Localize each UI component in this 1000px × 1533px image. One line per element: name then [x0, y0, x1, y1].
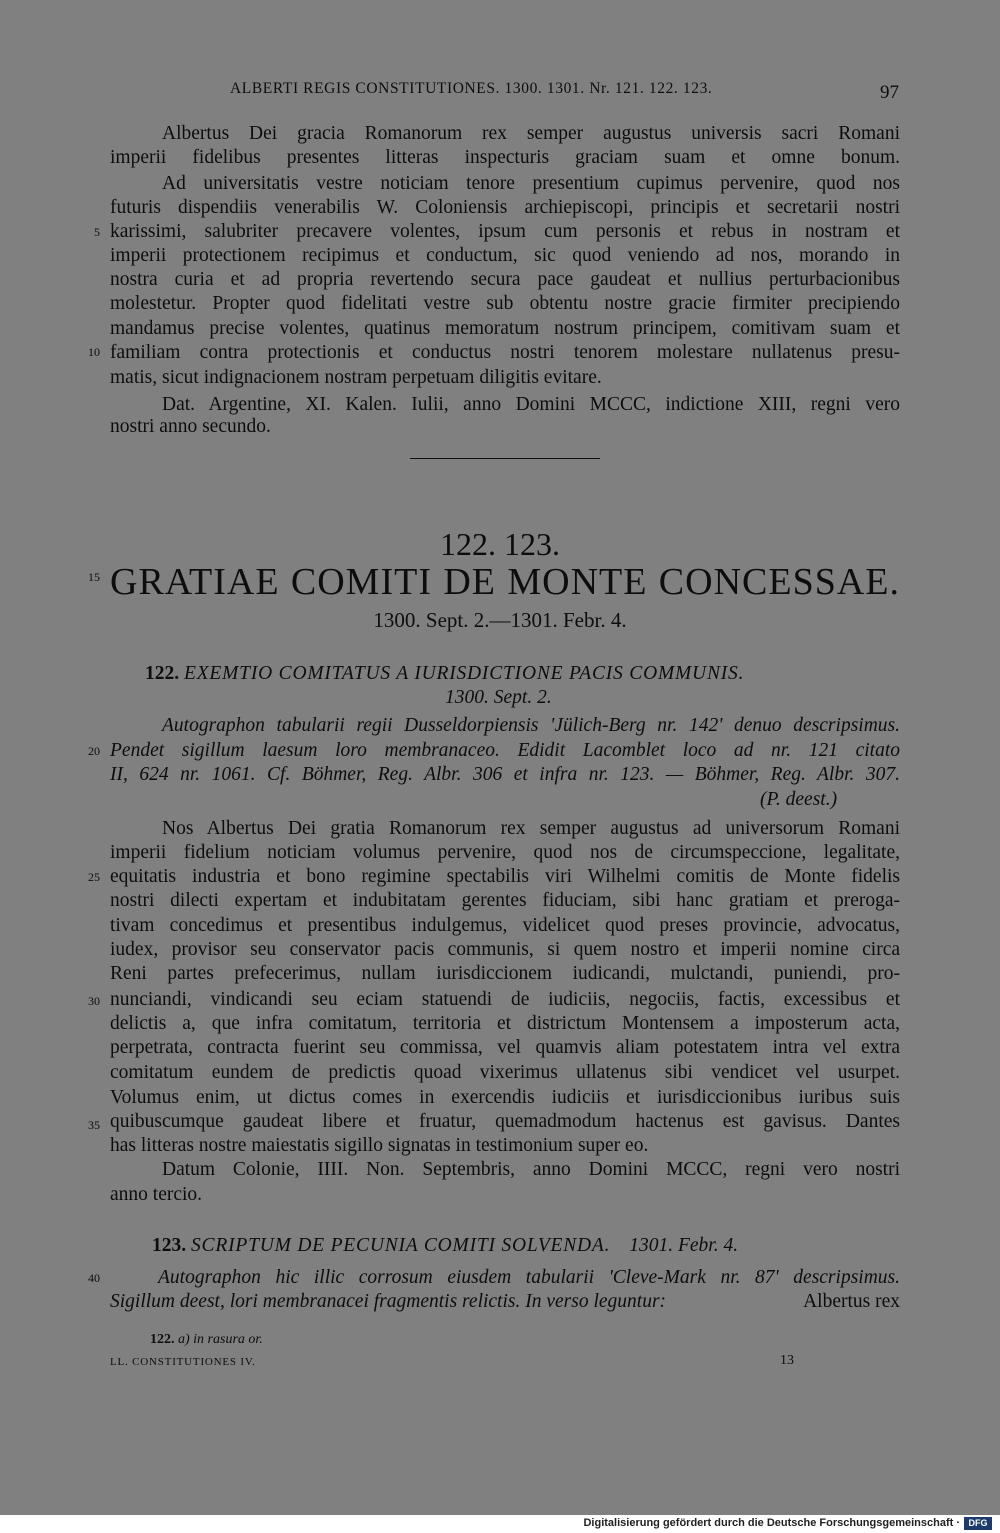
signature-right: 13: [780, 1353, 794, 1368]
section-title: GRATIAE COMITI DE MONTE CONCESSAE.: [110, 561, 900, 603]
doc-title: EXEMTIO COMITATUS A IURISDICTIONE PACIS COMMUNIS.: [184, 663, 745, 684]
footnote: [150, 1332, 263, 1348]
running-title: ALBERTI REGIS CONSTITUTIONES. 1300. 1301. Nr. 121. 122. 123.: [230, 80, 713, 97]
text-line: karissimi, salubriter precavere volentes, ipsum cum personis et rebus in nostram et: [110, 221, 900, 242]
text-line: quibuscumque gaudeat libere et fruatur, quemadmodum hactenus est gavisus. Dantes: [110, 1111, 900, 1132]
text-line: Dat. Argentine, XI. Kalen. Iulii, anno Domini MCCC, indictione XIII, regni vero: [162, 394, 900, 415]
section-dates: 1300. Sept. 2.—1301. Febr. 4.: [373, 608, 627, 632]
page-number: 97: [880, 82, 899, 103]
line-number: 20: [88, 744, 100, 758]
footnote-ref: 122.: [150, 1332, 175, 1347]
text-line: imperii protectionem recipimus et conductum, sic quod veniendo ad nos, morando in: [110, 245, 900, 266]
apparatus-line: (P. deest.): [760, 789, 838, 810]
doc123-heading: [152, 1234, 738, 1258]
doc-number: 122.: [145, 663, 180, 684]
text-line: equitatis industria et bono regimine spectabilis viri Wilhelmi comitis de Monte fidelis: [110, 866, 900, 887]
signature-left: LL. CONSTITUTIONES IV.: [110, 1356, 256, 1368]
apparatus-line: Autographon hic illic corrosum eiusdem tabularii 'Cleve-Mark nr. 87' descripsimus.: [158, 1267, 900, 1288]
text-line: iudex, provisor seu conservator pacis communis, si quem nostro et imperii nomine circa: [110, 939, 900, 960]
line-number: 25: [88, 870, 100, 884]
text-line: Volumus enim, ut dictus comes in exercendis iudiciis et iurisdiccionibus iuribus suis: [110, 1087, 900, 1108]
section-divider: [410, 458, 600, 459]
line-number: 15: [88, 570, 100, 584]
text-line: comitatum eundem de predictis quoad vixerimus ullatenus sibi vendicet vel usurpet.: [110, 1062, 900, 1083]
text-line: matis, sicut indignacionem nostram perpetuam diligitis evitare.: [110, 367, 602, 388]
doc-date: 1301. Febr. 4.: [629, 1235, 739, 1256]
text-line: nostri dilecti expertam et indubitatam gerentes fiduciam, sibi hanc gratiam et preroga-: [110, 890, 900, 911]
text-line: Albertus Dei gracia Romanorum rex semper augustus universis sacri Romani: [162, 123, 900, 144]
doc-date: 1300. Sept. 2.: [445, 687, 552, 708]
text-line: tivam concedimus et presentibus indulgemus, videlicet quod preses provincie, advocatus,: [110, 915, 900, 936]
apparatus-tail: Albertus rex: [803, 1291, 900, 1312]
text-line: familiam contra protectionis et conductus nostri tenorem molestare nullatenus presu-: [110, 342, 900, 363]
text-line: perpetrata, contracta fuerint seu commissa, vel quamvis aliam potestatem intra vel extra: [110, 1037, 900, 1058]
doc122-heading: [145, 662, 744, 686]
line-number: 10: [88, 345, 100, 359]
footnote-text: a) in rasura or.: [178, 1332, 263, 1347]
text-line: nostra curia et ad propria revertendo secura pace gaudeat et nullius perturbacionibus: [110, 269, 900, 290]
text-line: molestetur. Propter quod fidelitati vestre sub obtentu nostre gracie firmiter precipiendo: [110, 293, 900, 314]
footer-bar: [0, 1515, 1000, 1533]
text-line: Nos Albertus Dei gratia Romanorum rex semper augustus ad universorum Romani: [162, 818, 900, 839]
text-line: Ad universitatis vestre noticiam tenore presentium cupimus pervenire, quod nos: [162, 173, 900, 194]
text-line: Reni partes prefecerimus, nullam iurisdiccionem iudicandi, mulctandi, puniendi, pro-: [110, 963, 900, 984]
text-line: has litteras nostre maiestatis sigillo signatas in testimonium super eo.: [110, 1135, 649, 1156]
line-number: 35: [88, 1118, 100, 1132]
dfg-logo: DFG: [964, 1517, 992, 1530]
text-line: futuris dispendiis venerabilis W. Coloniensis archiepiscopi, principis et secretarii nostri: [110, 197, 900, 218]
footer-text: Digitalisierung gefördert durch die Deutsche Forschungsgemeinschaft ·: [583, 1517, 960, 1529]
text-line: imperii fidelium noticiam volumus pervenire, quod nos de circumspeccione, legalitate,: [110, 842, 900, 863]
apparatus-line: Sigillum deest, lori membranacei fragmentis relictis. In verso leguntur:: [110, 1291, 667, 1312]
text-line: mandamus precise volentes, quatinus memoratum nostrum principem, comitivam suam et: [110, 318, 900, 339]
text-line: imperii fidelibus presentes litteras inspecturis graciam suam et omne bonum.: [110, 147, 900, 168]
apparatus-line: II, 624 nr. 1061. Cf. Böhmer, Reg. Albr. 306 et infra nr. 123. — Böhmer, Reg. Albr. 307.: [110, 764, 900, 785]
line-number: 40: [88, 1271, 100, 1285]
line-number: 5: [94, 225, 100, 239]
apparatus-line-wrap: [110, 1290, 900, 1314]
text-line: Datum Colonie, IIII. Non. Septembris, anno Domini MCCC, regni vero nostri: [162, 1159, 900, 1180]
text-line: nunciandi, vindicandi seu eciam statuendi de iudiciis, negociis, factis, excessibus et: [110, 989, 900, 1010]
apparatus-line: Autographon tabularii regii Dusseldorpiensis 'Jülich-Berg nr. 142' denuo descripsimus.: [162, 715, 900, 736]
text-line: delictis a, que infra comitatum, territoria et districtum Montensem a imposterum acta,: [110, 1013, 900, 1034]
apparatus-line: Pendet sigillum laesum loro membranaceo. Edidit Lacomblet loco ad nr. 121 citato: [110, 740, 900, 761]
section-numbers: 122. 123.: [440, 526, 560, 562]
doc-number: 123.: [152, 1235, 187, 1256]
text-line: nostri anno secundo.: [110, 416, 271, 437]
doc-title: SCRIPTUM DE PECUNIA COMITI SOLVENDA.: [191, 1235, 611, 1256]
text-line: anno tercio.: [110, 1184, 203, 1205]
line-number: 30: [88, 994, 100, 1008]
